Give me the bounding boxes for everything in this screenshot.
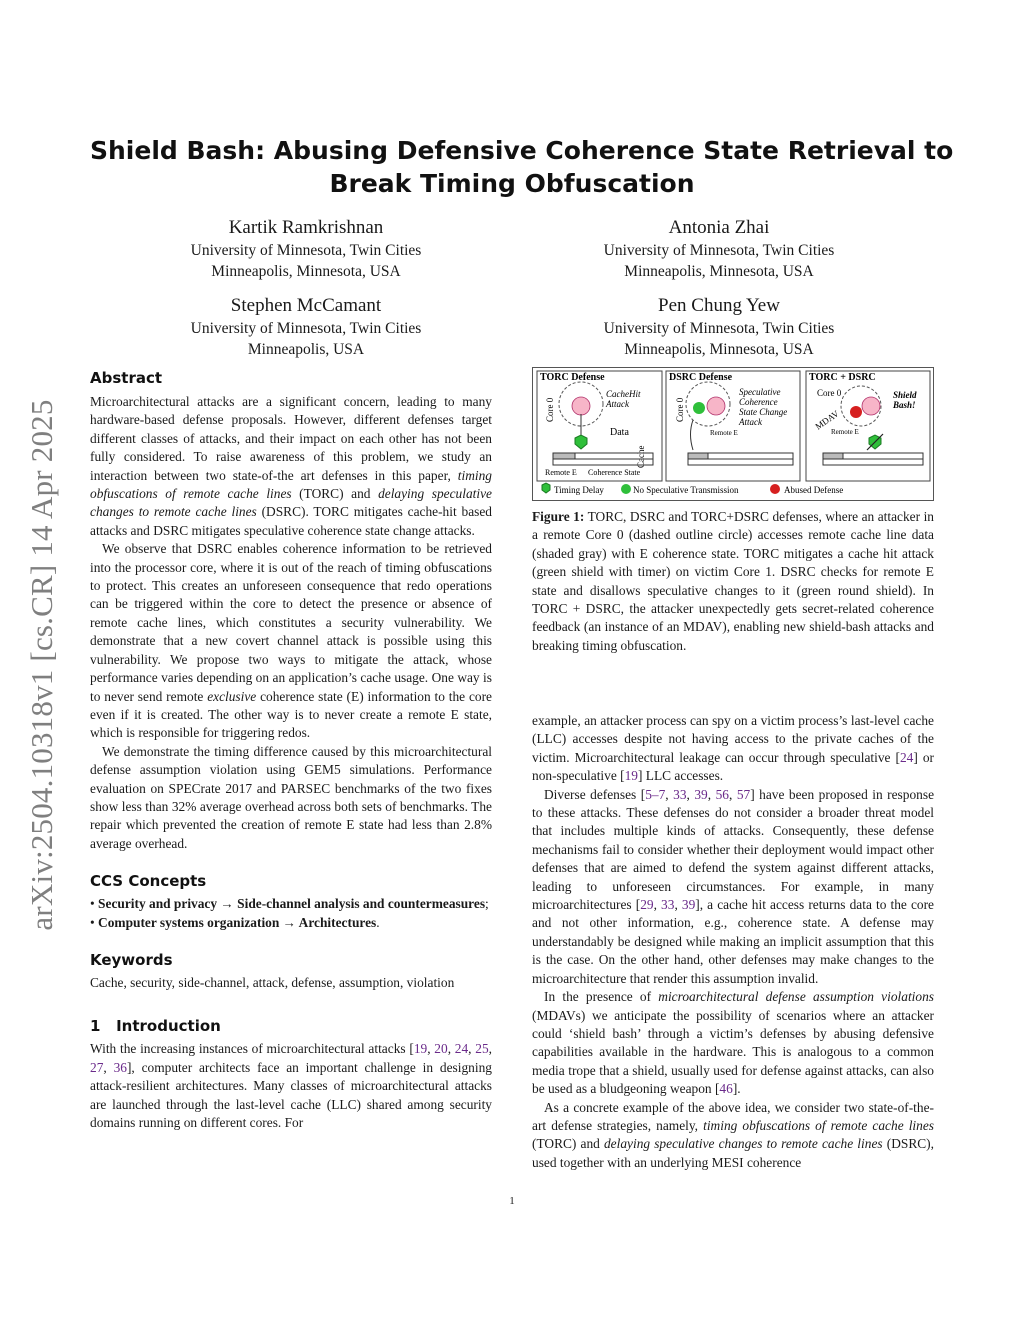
data-label: Data xyxy=(610,427,629,438)
panel-dsrc xyxy=(666,371,800,481)
keywords-text: Cache, security, side-channel, attack, defense, assumption, violation xyxy=(90,974,455,990)
citation[interactable]: 36 xyxy=(113,1059,127,1075)
abstract-paragraph-3: We demonstrate the timing difference caused by this microarchitectural defense assumption violation using GEM5 simulations. Performance evaluation on SPECrate 2017 and PARSEC benchmarks of the two fixes show less than 32% average overhead across both sets of benchmarks. The repair which prevented the creation of remote E state had less than 2.8% average overhead. xyxy=(90,743,492,851)
abused-defense-icon xyxy=(850,406,862,418)
shield-bash-label-1: Shield xyxy=(893,390,917,400)
author-block-1 xyxy=(126,216,486,282)
attacker-devil-icon xyxy=(572,397,590,415)
author-location: Minneapolis, Minnesota, USA xyxy=(624,341,814,358)
ccs-heading: CCS Concepts xyxy=(90,872,207,891)
citation[interactable]: 24 xyxy=(899,749,914,765)
cache-label: Cache xyxy=(636,445,646,468)
intro-paragraph-2: example, an attacker process can spy on a victim process’s last-level cache (LLC) accesses despite not having access to the private caches of the victim. Microarchitectural leakage can occur through speculative [24] or non-speculative [19] LLC accesses. xyxy=(532,713,934,784)
intro-paragraph-5: As a concrete example of the above idea, we consider two state-of-the-art defense strategies, namely, timing obfuscations of remote cache lines (TORC) and delaying speculative changes to remote cache lines (DSRC), used together with an underlying MESI coherence xyxy=(532,1099,934,1170)
remote-e-label: Remote E xyxy=(831,428,859,436)
figure-1 xyxy=(532,367,934,501)
legend-abused: Abused Defense xyxy=(784,485,844,495)
title-line-2: Break Timing Obfuscation xyxy=(329,169,695,198)
left-column xyxy=(90,368,492,1132)
citation[interactable]: 25 xyxy=(475,1041,489,1057)
figure-1-caption xyxy=(532,508,934,655)
citation[interactable]: 33 xyxy=(673,786,687,802)
keywords-heading: Keywords xyxy=(90,950,173,969)
citation[interactable]: 39 xyxy=(681,897,696,913)
author-location: Minneapolis, USA xyxy=(247,341,365,358)
intro-heading: 1 Introduction xyxy=(90,1017,221,1036)
page-number: 1 xyxy=(509,1195,515,1207)
panel-dsrc-title: DSRC Defense xyxy=(669,372,733,383)
citation[interactable]: 19 xyxy=(624,768,638,784)
timing-shield-icon xyxy=(575,435,587,449)
figure-caption-label: Figure 1: xyxy=(532,509,585,524)
author-block-4 xyxy=(539,294,899,360)
mdav-label: MDAV xyxy=(813,408,841,432)
cachehit-label-1: CacheHit xyxy=(606,389,641,399)
author-name: Stephen McCamant xyxy=(230,295,382,316)
arxiv-stamp xyxy=(12,370,72,960)
title-line-1: Shield Bash: Abusing Defensive Coherence State Retrieval to xyxy=(90,136,954,165)
intro-paragraph-3: Diverse defenses [5–7, 33, 39, 56, 57] have been proposed in response to these attacks. These defenses do not consider a broader threat model that includes multiple kinds of attacks. Consequently, these defense mechanisms fail to consider whether their deployment would impact other defenses that are aimed to defend the system against different attacks, leading to unforeseen circumstances. For example, in many microarchitectures [29, 33, 39], a cache hit access returns data to the core and not other information, e.g., coherence state. A defense may understandably be designed while making an implicit assumption that this is the case. On the other hand, other defenses may make changes to the microarchitecture that render this assumption invalid. xyxy=(532,786,935,986)
author-block-2 xyxy=(539,216,899,282)
author-affiliation: University of Minnesota, Twin Cities xyxy=(603,320,835,337)
cachehit-label-2: Attack xyxy=(606,399,629,409)
remote-e-label: Remote E xyxy=(710,429,738,437)
abstract-paragraph-1: Microarchitectural attacks are a significant concern, leading to many hardware-based defense proposals. However, different defenses target different classes of attacks, and their impact on each other has not been fully considered. To raise awareness of this problem, we study an interaction between two state-of-the art defenses in this paper, timing obfuscations of remote cache lines (TORC) and delaying speculative changes to remote cache lines (DSRC). TORC mitigates cache-hit based attacks and DSRC mitigates speculative coherence state change attacks. xyxy=(90,394,492,538)
ccs-concepts: • Security and privacy → Side-channel analysis and countermeasures; • Computer systems organization → Architectures. xyxy=(90,896,489,930)
citation[interactable]: 19 xyxy=(413,1041,428,1057)
author-location: Minneapolis, Minnesota, USA xyxy=(624,263,814,280)
panel-torc-dsrc-title: TORC + DSRC xyxy=(809,372,876,383)
attacker-devil-icon xyxy=(707,397,725,415)
legend-no-spec: No Speculative Transmission xyxy=(633,485,739,495)
right-column xyxy=(532,712,934,1172)
core0-label: Core 0 xyxy=(545,397,555,422)
figure-caption-text: TORC, DSRC and TORC+DSRC defenses, where an attacker in a remote Core 0 (dashed outline circle) accesses remote cache line data (shaded gray) with E coherence state. TORC mitigates a cache hit attack (green shield with timer) on victim Core 1. DSRC checks for remote E state and disallows speculative changes to it (green round shield). In TORC + DSRC, the attacker unexpectedly gets secret-related coherence feedback (an instance of an MDAV), enabling new shield-bash attacks and breaking timing obfuscation. xyxy=(532,509,934,653)
author-block-3 xyxy=(126,294,486,360)
shield-bash-label-2: Bash! xyxy=(893,400,916,410)
spec-label-3: State Change xyxy=(739,407,788,417)
citation[interactable]: 29 xyxy=(640,897,654,913)
citation[interactable]: 24 xyxy=(454,1041,469,1057)
figure-legend xyxy=(542,483,843,495)
timing-shield-icon xyxy=(542,483,550,493)
paper-title xyxy=(90,134,954,200)
spec-label-1: Speculative xyxy=(739,387,781,397)
abused-defense-icon xyxy=(770,484,780,494)
abstract-paragraph-2: We observe that DSRC enables coherence information to be retrieved into the processor core, where it is out of the reach of timing obfuscations to protect. This creates an unforeseen consequence that redo operations can be triggered within the core to detect the presence or absence of remote cache lines, which constitutes a security vulnerability. We demonstrate that a new covert channel attack is possible using this vulnerability. We propose two ways to mitigate the attack, whose performance varies depending on an application’s cache usage. One way is to never send remote exclusive coherence state (E) information to the core even if it is created. The other way is to never create a remote E state, which is responsible for triggering redos. xyxy=(90,541,492,741)
spec-label-2: Coherence xyxy=(739,397,778,407)
core0-label: Core 0 xyxy=(817,388,842,398)
intro-paragraph-1: With the increasing instances of microarchitectural attacks [19, 20, 24, 25, 27, 36], computer architects face an important challenge in designing attack-resilient architectures. Many classes of microarchitectural attacks are launched through the last-level cache (LLC) shared among security domains running on different cores. For xyxy=(90,1041,493,1130)
arxiv-id: arXiv:2504.10318v1 [cs.CR] 14 Apr 2025 xyxy=(24,399,59,931)
author-affiliation: University of Minnesota, Twin Cities xyxy=(190,320,422,337)
panel-torc xyxy=(537,371,662,481)
abstract-heading: Abstract xyxy=(90,369,163,387)
figure-1-diagram xyxy=(533,368,933,500)
author-affiliation: University of Minnesota, Twin Cities xyxy=(603,242,835,259)
author-name: Pen Chung Yew xyxy=(658,295,780,316)
round-shield-icon xyxy=(693,402,705,414)
spec-label-4: Attack xyxy=(739,417,762,427)
author-affiliation: University of Minnesota, Twin Cities xyxy=(190,242,422,259)
remote-e-label: Remote E xyxy=(545,468,577,477)
citation[interactable]: 5–7 xyxy=(645,786,666,802)
citation[interactable]: 46 xyxy=(719,1081,733,1097)
panel-torc-dsrc xyxy=(806,371,930,481)
round-shield-icon xyxy=(621,484,631,494)
attacker-devil-icon xyxy=(862,397,880,415)
citation[interactable]: 33 xyxy=(661,897,675,913)
author-name: Antonia Zhai xyxy=(668,217,770,238)
coherence-state-label: Coherence State xyxy=(588,468,641,477)
legend-timing-delay: Timing Delay xyxy=(554,485,604,495)
core0-label: Core 0 xyxy=(675,397,685,422)
citation[interactable]: 57 xyxy=(736,786,751,802)
citation[interactable]: 39 xyxy=(694,786,708,802)
citation[interactable]: 56 xyxy=(715,786,729,802)
author-name: Kartik Ramkrishnan xyxy=(228,217,384,238)
citation[interactable]: 20 xyxy=(434,1041,448,1057)
citation[interactable]: 27 xyxy=(90,1059,104,1075)
intro-paragraph-4: In the presence of microarchitectural defense assumption violations (MDAVs) we anticipate the possibility of scenarios where an attacker could ‘shield bash’ through a victim’s defenses by abusing defensive capabilities available in the hardware. This is analogous to a common media trope that a shield, usually used for defense against attacks, can also be used as a bludgeoning weapon [46]. xyxy=(532,989,934,1097)
panel-torc-title: TORC Defense xyxy=(540,372,605,383)
author-location: Minneapolis, Minnesota, USA xyxy=(211,263,401,280)
